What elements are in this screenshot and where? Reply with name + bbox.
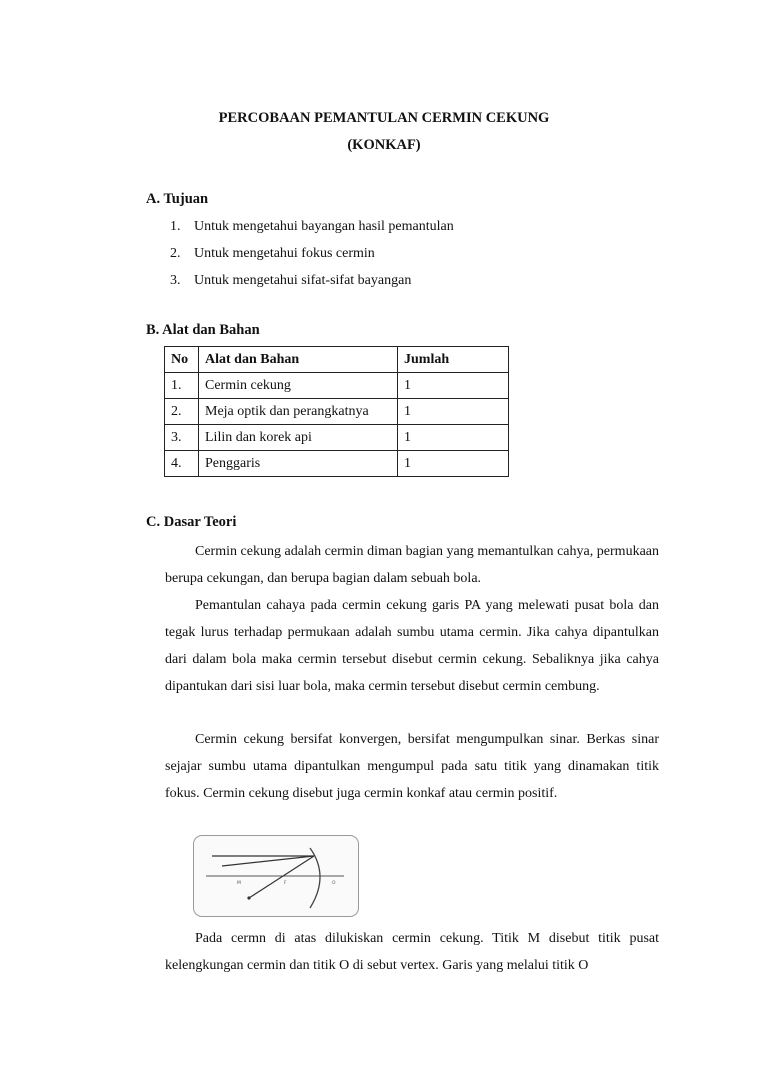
section-a-heading: A. Tujuan xyxy=(146,191,209,207)
table-cell: 3. xyxy=(165,425,199,451)
table-cell: Meja optik dan perangkatnya xyxy=(199,399,398,425)
theory-paragraph-4 xyxy=(165,925,659,979)
table-row xyxy=(165,451,509,477)
table-row xyxy=(165,425,509,451)
table-cell: 1. xyxy=(165,373,199,399)
table-cell: 1 xyxy=(398,373,509,399)
table-row xyxy=(165,373,509,399)
list-text: Untuk mengetahui sifat-sifat bayangan xyxy=(194,273,412,288)
table-cell: Lilin dan korek api xyxy=(199,425,398,451)
equipment-table xyxy=(164,346,509,477)
paragraph-text: Cermin cekung adalah cermin diman bagian yang memantulkan cahya, permukaan berupa cekungan, dan berupa bagian dalam sebuah bola. xyxy=(165,544,659,586)
paragraph-text: Cermin cekung bersifat konvergen, bersifat mengumpulkan sinar. Berkas sinar sejajar sumbu utama dipantulkan mengumpul pada satu titik yang dinamakan titik fokus. Cermin cekung disebut juga cermin konkaf atau cermin positif. xyxy=(165,732,659,801)
column-header-amount: Jumlah xyxy=(398,347,509,373)
table-row xyxy=(165,399,509,425)
table-cell: 4. xyxy=(165,451,199,477)
list-item xyxy=(170,240,454,267)
label-m: M xyxy=(237,881,241,886)
mirror-diagram xyxy=(194,836,358,916)
table-cell: 1 xyxy=(398,399,509,425)
list-number: 2. xyxy=(170,246,181,261)
table-header-row xyxy=(165,347,509,373)
table-cell: 1 xyxy=(398,425,509,451)
paragraph-text: Pada cermn di atas dilukiskan cermin cekung. Titik M disebut titik pusat kelengkungan cermin dan titik O di sebut vertex. Garis yang melalui titik O xyxy=(165,931,659,973)
paragraph-text: Pemantulan cahaya pada cermin cekung garis PA yang melewati pusat bola dan tegak lurus terhadap permukaan adalah sumbu utama cermin. Jika cahya dipantulkan dari dalam bola maka cermin tersebut disebut cermin cekung. Sebaliknya jika cahya dipantukan dari sisi luar bola, maka cermin tersebut disebut cermin cembung. xyxy=(165,598,659,694)
theory-paragraph-2 xyxy=(165,592,659,700)
section-b-heading: B. Alat dan Bahan xyxy=(146,322,260,338)
image-point xyxy=(247,896,250,899)
list-item xyxy=(170,213,454,240)
list-text: Untuk mengetahui fokus cermin xyxy=(194,246,375,261)
document-title: PERCOBAAN PEMANTULAN CERMIN CEKUNG xyxy=(218,110,550,126)
tujuan-list xyxy=(170,213,454,294)
table-cell: 1 xyxy=(398,451,509,477)
table-cell: Cermin cekung xyxy=(199,373,398,399)
list-number: 1. xyxy=(170,219,181,234)
table-cell: 2. xyxy=(165,399,199,425)
column-header-name: Alat dan Bahan xyxy=(199,347,398,373)
section-c-heading: C. Dasar Teori xyxy=(146,514,237,530)
list-number: 3. xyxy=(170,273,181,288)
theory-paragraph-1 xyxy=(165,538,659,592)
concave-mirror-figure xyxy=(193,835,359,917)
document-subtitle: (KONKAF) xyxy=(347,137,421,153)
list-item xyxy=(170,267,454,294)
label-f: F xyxy=(284,881,287,886)
theory-paragraph-3 xyxy=(165,726,659,807)
list-text: Untuk mengetahui bayangan hasil pemantulan xyxy=(194,219,454,234)
column-header-no: No xyxy=(165,347,199,373)
label-o: O xyxy=(332,881,336,886)
table-cell: Penggaris xyxy=(199,451,398,477)
